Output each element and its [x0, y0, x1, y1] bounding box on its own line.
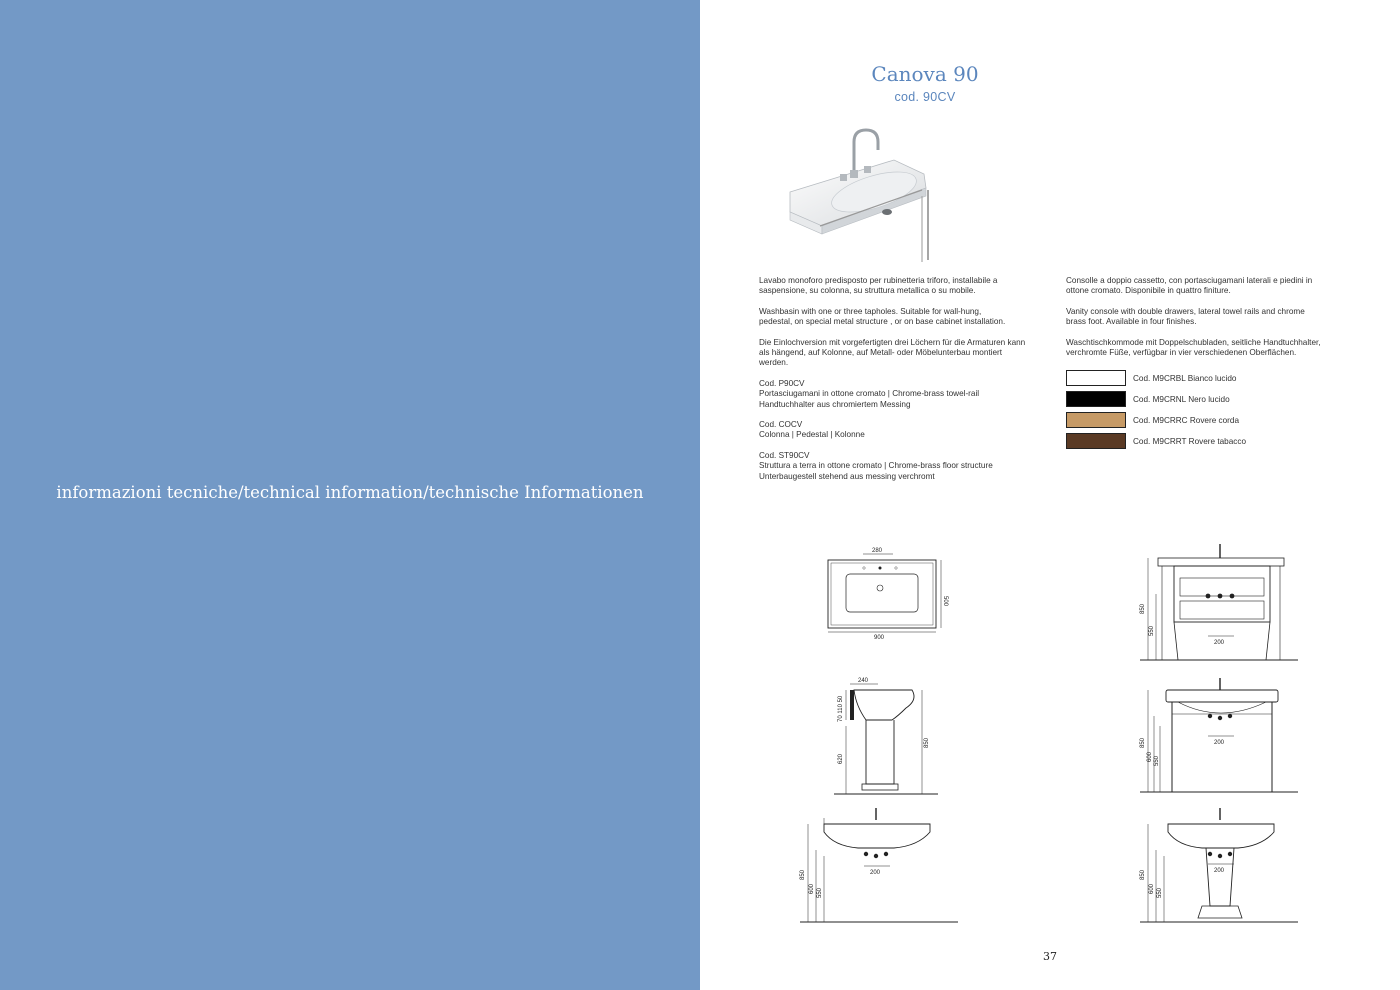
spacer [759, 327, 1025, 337]
dim-depth: 500 [942, 596, 948, 607]
desc-line: verchromte Füße, verfügbar in vier verschiedenen Oberflächen. [1066, 348, 1297, 358]
finish-swatch [1066, 370, 1126, 386]
spacer [1066, 297, 1321, 307]
accessory-line: Unterbaugestell stehend aus messing verchromt [759, 471, 935, 481]
dim-a: 600 [809, 883, 815, 894]
dim-waste: 200 [1214, 640, 1225, 646]
desc-line: Waschtischkommode mit Doppelschubladen, seitliche Handtuchhalter, [1066, 337, 1321, 347]
desc-line: ottone cromato. Disponibile in quattro finiture. [1066, 286, 1231, 296]
desc-line: Die Einlochversion mit vorgefertigten drei Löchern für die Armaturen kann [759, 337, 1026, 347]
finish-item [1066, 412, 1316, 430]
finish-item [1066, 433, 1316, 451]
product-code: cod. 90CV [894, 90, 956, 104]
dim-waste: 200 [870, 870, 881, 876]
desc-line: Washbasin with one or three tapholes. Suitable for wall-hung, [759, 306, 982, 316]
finish-label: Cod. M9CRRC Rovere corda [1133, 416, 1240, 425]
dim-top-segments: 70 110 50 [838, 695, 844, 722]
spacer [759, 369, 1025, 379]
dim-a: 600 [1147, 751, 1153, 762]
desc-line: als hängend, auf Kolonne, auf Metall- oder Möbelunterbau montiert [759, 348, 1003, 358]
finish-swatch [1066, 433, 1126, 449]
drawing-top-view [818, 544, 958, 644]
desc-line: pedestal, on special metal structure , or on base cabinet installation. [759, 317, 1006, 327]
dim-waste: 200 [1214, 868, 1225, 874]
desc-line: Lavabo monoforo predisposto per rubinetteria triforo, installabile a [759, 276, 998, 285]
drawing-metal-frame [1138, 676, 1303, 800]
finish-label: Cod. M9CRNL Nero lucido [1133, 395, 1230, 404]
finish-swatch [1066, 412, 1126, 428]
dim-height: 850 [924, 737, 930, 748]
dim-height: 850 [800, 869, 806, 880]
drawing-wall-hung [798, 806, 963, 930]
product-photo [782, 122, 930, 264]
description-left [759, 276, 1025, 482]
dim-waste: 200 [1214, 740, 1225, 746]
dim-a: 600 [1149, 883, 1155, 894]
dim-basin-height: 550 [1149, 625, 1155, 636]
finish-label: Cod. M9CRRT Rovere tabacco [1133, 437, 1247, 446]
finish-item [1066, 370, 1316, 388]
spacer [1066, 327, 1321, 337]
dim-width: 900 [874, 635, 885, 641]
desc-line: saspensione, su colonna, su struttura metallica o su mobile. [759, 286, 976, 296]
dim-height: 850 [1140, 737, 1146, 748]
spacer [759, 410, 1025, 420]
dim-b: 550 [817, 887, 823, 898]
spacer [759, 297, 1025, 307]
accessory-code: Cod. P90CV [759, 378, 805, 388]
desc-line: Vanity console with double drawers, lateral towel rails and chrome [1066, 306, 1305, 316]
finish-label: Cod. M9CRBL Bianco lucido [1133, 374, 1237, 383]
finish-swatch [1066, 391, 1126, 407]
accessory-line: Portasciugamani in ottone cromato | Chrome-brass towel-rail [759, 389, 980, 399]
drawing-pedestal-front [1138, 806, 1303, 930]
dim-height: 850 [1140, 603, 1146, 614]
dim-b: 550 [1157, 887, 1163, 898]
dim-depth: 240 [858, 678, 869, 684]
finish-item [1066, 391, 1316, 409]
drawing-vanity [1138, 544, 1303, 664]
description-right [1066, 276, 1321, 358]
accessory-code: Cod. ST90CV [759, 451, 810, 461]
dim-tap-spacing: 280 [872, 548, 883, 554]
drawing-pedestal-side [832, 676, 942, 800]
page-number: 37 [1043, 950, 1057, 963]
accessory-line: Handtuchhalter aus chromiertem Messing [759, 399, 911, 409]
desc-line: Consolle a doppio cassetto, con portasciugamani laterali e piedini in [1066, 276, 1313, 285]
accessory-line: Struttura a terra in ottone cromato | Chrome-brass floor structure [759, 461, 993, 471]
accessory-code: Cod. COCV [759, 420, 803, 430]
product-name: Canova 90 [871, 62, 979, 86]
section-title: informazioni tecniche/technical information/technische Informationen [56, 483, 644, 502]
desc-line: brass foot. Available in four finishes. [1066, 317, 1197, 327]
dim-height: 850 [1140, 869, 1146, 880]
dim-bottom: 620 [838, 753, 844, 764]
dim-b: 550 [1154, 755, 1160, 766]
accessory-line: Colonna | Pedestal | Kolonne [759, 430, 865, 440]
spacer [759, 441, 1025, 451]
desc-line: werden. [759, 358, 789, 368]
